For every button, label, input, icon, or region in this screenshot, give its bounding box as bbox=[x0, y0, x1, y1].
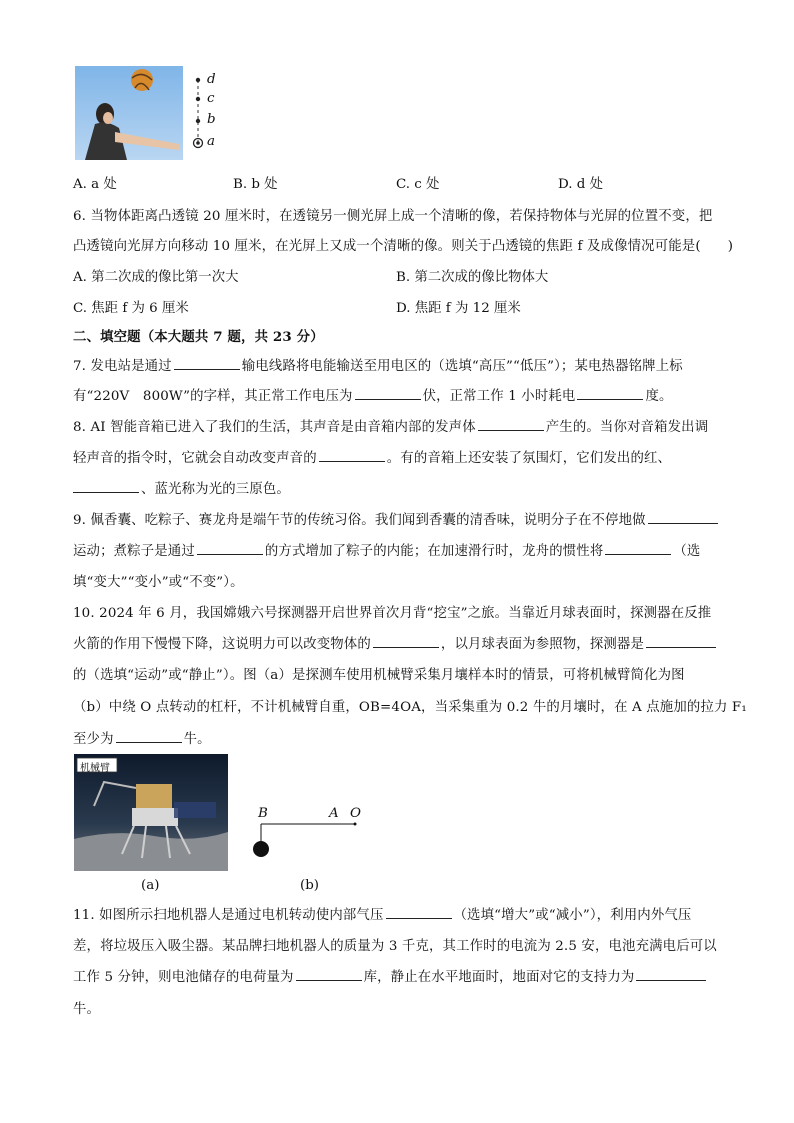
figure-caption-a: (a) bbox=[141, 878, 160, 893]
q8-line-1: 8. AI 智能音箱已进入了我们的生活，其声音是由音箱内部的发声体 产生的。当你对音箱发出调 bbox=[73, 420, 709, 435]
q8-line-3: 、蓝光称为光的三原色。 bbox=[73, 478, 290, 497]
point-label-d: d bbox=[207, 72, 216, 87]
q10-line-2: 火箭的作用下慢慢下降，这说明力可以改变物体的 ，以月球表面为参照物，探测器是 bbox=[73, 633, 718, 652]
q6-option-b[interactable]: B. 第二次成的像比物体大 bbox=[396, 270, 549, 285]
q10-line-3: 的（选填“运动”或“静止”）。图（a）是探测车使用机械臂采集月壤样本时的情景，可将机械臂简化为图 bbox=[73, 668, 685, 683]
q8-line-2: 轻声音的指令时，它就会自动改变声音的 。有的音箱上还安装了氛围灯，它们发出的红、 bbox=[73, 451, 672, 466]
q11-line-4: 牛。 bbox=[73, 1002, 101, 1017]
q5-option-b[interactable]: B. b 处 bbox=[233, 177, 278, 192]
q5-option-a[interactable]: A. a 处 bbox=[73, 177, 117, 192]
point-label-b: b bbox=[207, 112, 216, 127]
point-label-a: a bbox=[207, 134, 215, 149]
q11-line-3: 工作 5 分钟，则电池储存的电荷量为 库，静止在水平地面时，地面对它的支持力为 bbox=[73, 966, 708, 985]
q10-line-1: 10. 2024 年 6 月，我国嫦娥六号探测器开启世界首次月背“挖宝”之旅。当靠近月球表面时，探测器在反推 bbox=[73, 606, 712, 621]
q10-blank-2[interactable] bbox=[646, 646, 716, 648]
q9-blank-1[interactable] bbox=[648, 522, 718, 524]
q7-blank-3[interactable] bbox=[577, 398, 643, 400]
q6-option-d[interactable]: D. 焦距 f 为 12 厘米 bbox=[396, 301, 521, 316]
q7-blank-1[interactable] bbox=[174, 368, 240, 370]
lever-point-o: O bbox=[350, 806, 361, 821]
lunar-lander-photo bbox=[74, 754, 228, 871]
figure-caption-b: (b) bbox=[300, 878, 320, 893]
q10-line-4: （b）中绕 O 点转动的杠杆，不计机械臂自重，OB=4OA，当采集重为 0.2 牛的月壤时，在 A 点施加的拉力 F₁ bbox=[73, 700, 747, 715]
q10-line-5: 至少为 牛。 bbox=[73, 732, 211, 747]
q10-blank-1[interactable] bbox=[373, 646, 439, 648]
q8-blank-3[interactable] bbox=[73, 491, 139, 493]
lever-point-b: B bbox=[258, 806, 268, 821]
q6-option-c[interactable]: C. 焦距 f 为 6 厘米 bbox=[73, 301, 189, 316]
q11-blank-2[interactable] bbox=[296, 979, 362, 981]
section-title: 二、填空题（本大题共 7 题，共 23 分） bbox=[73, 329, 324, 345]
q11-line-1: 11. 如图所示扫地机器人是通过电机转动使内部气压 （选填“增大”或“减小”），利用内外气压 bbox=[73, 908, 692, 923]
volleyball-photo bbox=[75, 66, 183, 160]
q8-blank-2[interactable] bbox=[319, 460, 385, 462]
q6-line-2: 凸透镜向光屏方向移动 10 厘米，在光屏上又成一个清晰的像。则关于凸透镜的焦距 f 及成像情况可能是( ) bbox=[73, 239, 734, 254]
q7-line-2: 有“220V 800W”的字样，其正常工作电压为 伏，正常工作 1 小时耗电 度。 bbox=[73, 389, 673, 404]
q7-blank-2[interactable] bbox=[355, 398, 421, 400]
q7-line-1: 7. 发电站是通过 输电线路将电能输送至用电区的（选填“高压”“低压”）；某电热器铭牌上标 bbox=[73, 359, 683, 374]
point-label-c: c bbox=[207, 91, 215, 106]
q6-option-a[interactable]: A. 第二次成的像比第一次大 bbox=[73, 270, 239, 285]
q11-line-2: 差，将垃圾压入吸尘器。某品牌扫地机器人的质量为 3 千克，其工作时的电流为 2.5 安，电池充满电后可以 bbox=[73, 939, 717, 954]
robotic-arm-label: 机械臂 bbox=[80, 763, 110, 774]
q5-option-c[interactable]: C. c 处 bbox=[396, 177, 440, 192]
q9-blank-2[interactable] bbox=[197, 553, 263, 555]
q9-line-3: 填“变大”“变小”或“不变”）。 bbox=[73, 575, 244, 590]
q11-blank-1[interactable] bbox=[386, 917, 452, 919]
lever-point-a: A bbox=[329, 806, 339, 821]
q6-line-1: 6. 当物体距离凸透镜 20 厘米时，在透镜另一侧光屏上成一个清晰的像，若保持物体与光屏的位置不变，把 bbox=[73, 209, 713, 224]
q9-line-2: 运动；煮粽子是通过 的方式增加了粽子的内能；在加速滑行时，龙舟的惯性将 （选 bbox=[73, 544, 701, 559]
q9-line-1: 9. 佩香囊、吃粽子、赛龙舟是端午节的传统习俗。我们闻到香囊的清香味，说明分子在不停地做 bbox=[73, 509, 720, 528]
q5-option-d[interactable]: D. d 处 bbox=[558, 177, 603, 192]
q9-blank-3[interactable] bbox=[605, 553, 671, 555]
q8-blank-1[interactable] bbox=[478, 429, 544, 431]
q10-blank-3[interactable] bbox=[116, 741, 182, 743]
q11-blank-3[interactable] bbox=[636, 979, 706, 981]
